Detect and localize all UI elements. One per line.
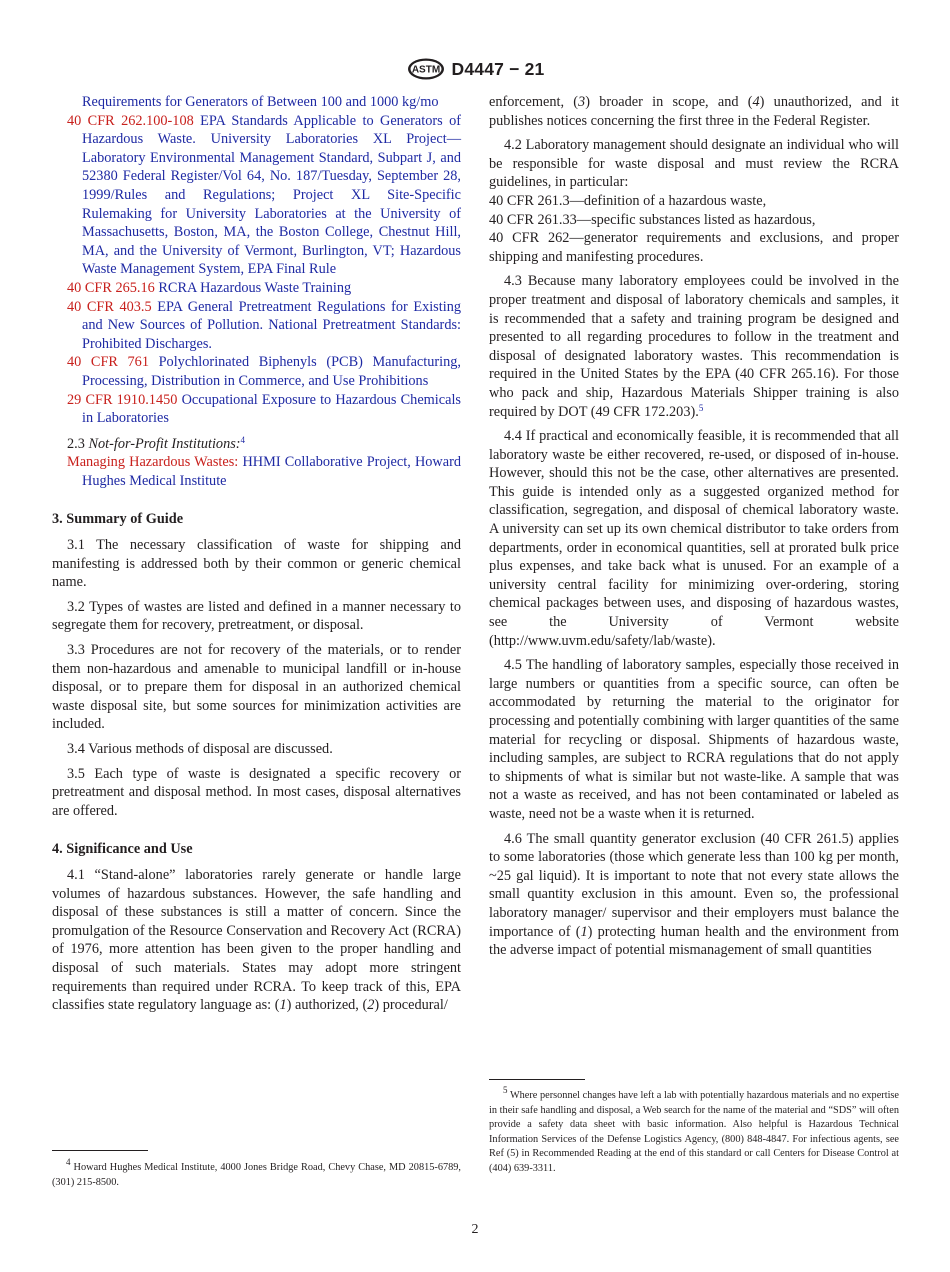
section-heading: 4. Significance and Use: [52, 841, 193, 858]
footnote-4: $^4$ Howard Hughes Medical Institute, 4000 Jones Bridge Road, Chevy Chase, MD 20815-6789, (301) 215-8500.: [52, 1157, 461, 1188]
list-item: 40 CFR 261.33—specific substances listed as hazardous,: [489, 211, 816, 228]
section-heading: 3. Summary of Guide: [52, 511, 184, 528]
reference-title[interactable]: EPA General Pretreatment Regulations for Existing and New Sources of Pollution. National Pretreatment Standards: Prohibited Discharges.: [82, 298, 461, 352]
paragraph: 3.2 Types of wastes are listed and defined in a manner necessary to segregate them for recovery, pretreatment, or disposal.: [52, 598, 461, 634]
footnote-divider: [489, 1079, 585, 1080]
list-item: 40 CFR 261.3—definition of a hazardous waste,: [489, 192, 767, 209]
reference-entry: [52, 279, 461, 298]
reference-title[interactable]: HHMI Collaborative Project, Howard Hughes Medical Institute: [82, 454, 461, 489]
reference-entry: [52, 93, 461, 112]
footnote-marker[interactable]: 4: [240, 434, 246, 445]
reference-code: 29 CFR 1910.1450: [67, 391, 178, 408]
section-2-3: [52, 435, 461, 454]
paragraph: 4.6 The small quantity generator exclusion (40 CFR 261.5) applies to some laboratories (those which generate less than 100 kg per month, ~25 gal liquid). It is important to note that not every state allows the small quantity exclusion in this amount. Even so, the professional laboratory manager/ supervisor and their employers must balance the importance of (1) protecting human health and the environment from the adverse impact of potential mismanagement of small quantities: [489, 830, 899, 959]
paragraph: enforcement, (3) broader in scope, and (4) unauthorized, and it publishes notices concerning the first three in the Federal Register.: [489, 94, 899, 129]
page-header: [0, 56, 950, 82]
paragraph: 3.5 Each type of waste is designated a specific recovery or pretreatment and disposal method. In most cases, disposal alternatives are offered.: [52, 765, 461, 819]
standard-designation: D4447 − 21: [451, 58, 545, 79]
reference-code: 40 CFR 403.5: [67, 298, 152, 315]
footnote-5: $^5$ Where personnel changes have left a lab with potentially hazardous materials and no expertise in their safe handling and disposal, a Web search for the name of the material and “SDS” will often provide a safety data sheet with basic information. Also helpful is Hazardous Technical Information Services of the Defense Logistics Agency, (800) 848-4847. For infectious agents, see Ref (5) in Recommended Reading at the end of this standard or call Centers for Disease Control at (404) 639-3311.: [489, 1085, 900, 1174]
reference-title[interactable]: RCRA Hazardous Waste Training: [158, 279, 352, 296]
reference-code: 40 CFR 761: [67, 354, 149, 371]
list-item: 40 CFR 262—generator requirements and exclusions, and proper shipping and manifesting procedures.: [489, 230, 899, 265]
astm-logo-icon: [406, 57, 446, 81]
reference-title[interactable]: EPA Standards Applicable to Generators of Hazardous Waste. University Laboratories XL Project—Laboratory Environmental Management Standard, Subpart J, and 52380 Federal Register/Vol 64, No. 187/Tuesday, September 28, 1999/Rules and Regulations; Project XL Site-Specific Rulemaking for University Laboratories at the University of Massachusetts, Boston, MA, the Boston College, Chestnut Hill, MA, and the University of Vermont, Burlington, VT; Hazardous Waste Management System, EPA Final Rule: [82, 112, 461, 278]
paragraph: 3.3 Procedures are not for recovery of the materials, or to render them non-hazardous and amenable to municipal landfill or in-house disposal, or to prepare them for disposal in an authorized chemical waste disposal site, but some sources for minimization activities are included.: [52, 642, 461, 733]
reference-entry: [52, 112, 461, 279]
reference-code: 40 CFR 262.100-108: [67, 112, 194, 129]
reference-entry: [52, 298, 461, 354]
reference-code: Managing Hazardous Wastes:: [67, 454, 239, 471]
reference-entry: [52, 391, 461, 428]
paragraph: 3.4 Various methods of disposal are discussed.: [67, 741, 333, 757]
paragraph: 4.3 Because many laboratory employees could be involved in the proper treatment and disposal of laboratory chemicals and samples, it is recommended that a safety and training program be designed and presented to all regarding procedures to follow in the treatment and disposal of designated laboratory wastes. This recommendation is required in the United States by the EPA (40 CFR 265.16). For those who pack and ship, Hazardous Materials Shipper training is also required by DOT (49 CFR 172.203).$^5$: [489, 273, 899, 420]
paragraph: 4.5 The handling of laboratory samples, especially those received in large numbers or quantities from a specific source, can often be accommodated by returning the material to the originator for processing and potentially combining with larger quantities of the same material for recycling or disposal. Shipments of hazardous waste, including samples, are subject to RCRA regulations that do not apply to shipments of what is similar but not waste-like. A sample that was not a waste as received, and has not been contaminated or labeled as waste, need not be a waste when it is returned.: [489, 657, 899, 822]
reference-code: 40 CFR 265.16: [67, 279, 155, 296]
right-column: [489, 93, 899, 960]
reference-entry: [52, 353, 461, 390]
astm-logo-text: ASTM: [411, 64, 440, 76]
footnote-divider: [52, 1150, 148, 1151]
paragraph: 4.2 Laboratory management should designate an individual who will be responsible for waste disposal and must review the RCRA guidelines, in particular:: [489, 137, 899, 191]
reference-title[interactable]: Occupational Exposure to Hazardous Chemicals in Laboratories: [82, 391, 461, 427]
paragraph: 4.1 “Stand-alone” laboratories rarely generate or handle large volumes of hazardous substances. However, the safe handling and disposal of these substances is still a matter of concern. Since the promulgation of the Resource Conservation and Recovery Act (RCRA) of 1976, more attention has been given to the proper handling and disposal of such materials. States may adopt more stringent requirements than required under RCRA. To keep track of this, EPA classifies state regulatory language as: (1) authorized, (2) procedural/: [52, 866, 461, 1014]
paragraph: 3.1 The necessary classification of waste for shipping and manifesting is addressed both by their common or generic chemical name.: [52, 537, 461, 591]
reference-title[interactable]: Requirements for Generators of Between 100 and 1000 kg/mo: [82, 94, 439, 110]
section-title: Not-for-Profit Institutions:: [88, 435, 241, 452]
page-number: 2: [471, 1222, 479, 1237]
footnote-marker[interactable]: 5: [698, 402, 704, 413]
paragraph: 4.4 If practical and economically feasible, it is recommended that all laboratory waste be either recovered, re-used, or disposed of in-house. However, should this not be the case, other alternatives are presented. This guide is intended only as a suggested organized method for classification, segregation, and disposal of chemical laboratory waste. A university can set up its own chemical distributor to take orders from departments, order in economical quantities, sell at prorated bulk price plus expenses, and take back what is unused. For an example of a university central facility for minimizing over-ordering, storing chemical packages between uses, and disposing of hazardous wastes, see the University of Vermont website (http://www.uvm.edu/safety/lab/waste).: [489, 428, 899, 649]
section-number: 2.3: [67, 435, 85, 452]
reference-entry: [52, 453, 461, 490]
reference-title[interactable]: Polychlorinated Biphenyls (PCB) Manufacturing, Processing, Distribution in Commerce, and Use Prohibitions: [82, 354, 461, 389]
left-column: [52, 93, 461, 1015]
